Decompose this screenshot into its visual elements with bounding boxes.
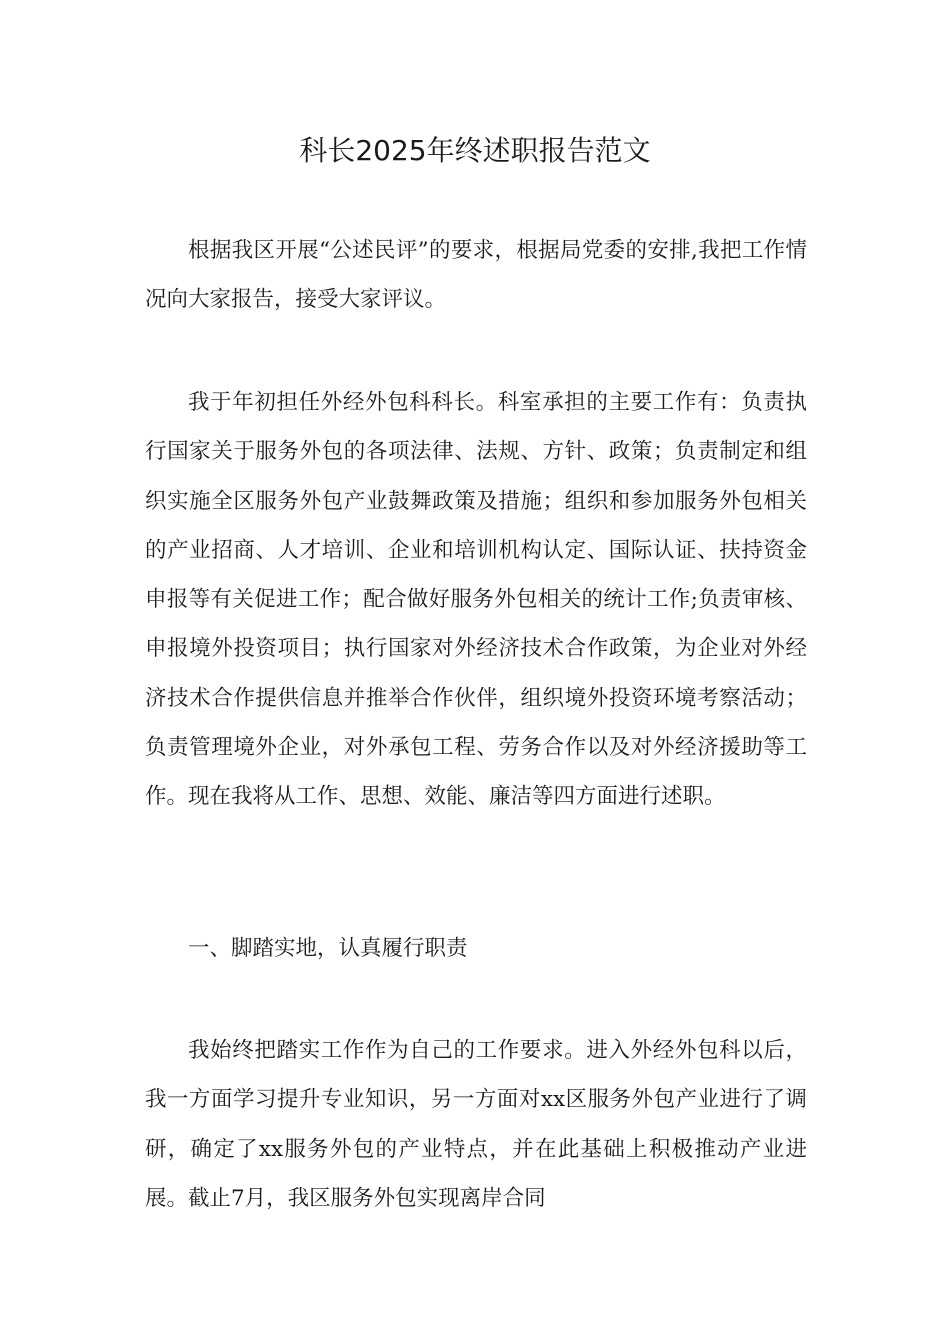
document-title: 科长2025年终述职报告范文 [299, 134, 651, 167]
paragraph-intro: 根据我区开展“公述民评”的要求，根据局党委的安排,我把工作情况向大家报告，接受大家评议。 [145, 238, 807, 313]
paragraph-work: 我始终把踏实工作作为自己的工作要求。进入外经外包科以后，我一方面学习提升专业知识，另一方面对xx区服务外包产业进行了调研，确定了xx服务外包的产业特点，并在此基础上积极推动产业进展。截止7月，我区服务外包实现离岸合同 [145, 1038, 807, 1211]
section-heading: 一、脚踏实地，认真履行职责 [188, 936, 468, 961]
paragraph-duties: 我于年初担任外经外包科科长。科室承担的主要工作有：负责执行国家关于服务外包的各项法律、法规、方针、政策；负责制定和组织实施全区服务外包产业鼓舞政策及措施；组织和参加服务外包相关的产业招商、人才培训、企业和培训机构认定、国际认证、扶持资金申报等有关促进工作；配合做好服务外包相关的统计工作;负责审核、申报境外投资项目；执行国家对外经济技术合作政策，为企业对外经济技术合作提供信息并推举合作伙伴，组织境外投资环境考察活动；负责管理境外企业，对外承包工程、劳务合作以及对外经济援助等工作。现在我将从工作、思想、效能、廉洁等四方面进行述职。 [145, 390, 807, 810]
